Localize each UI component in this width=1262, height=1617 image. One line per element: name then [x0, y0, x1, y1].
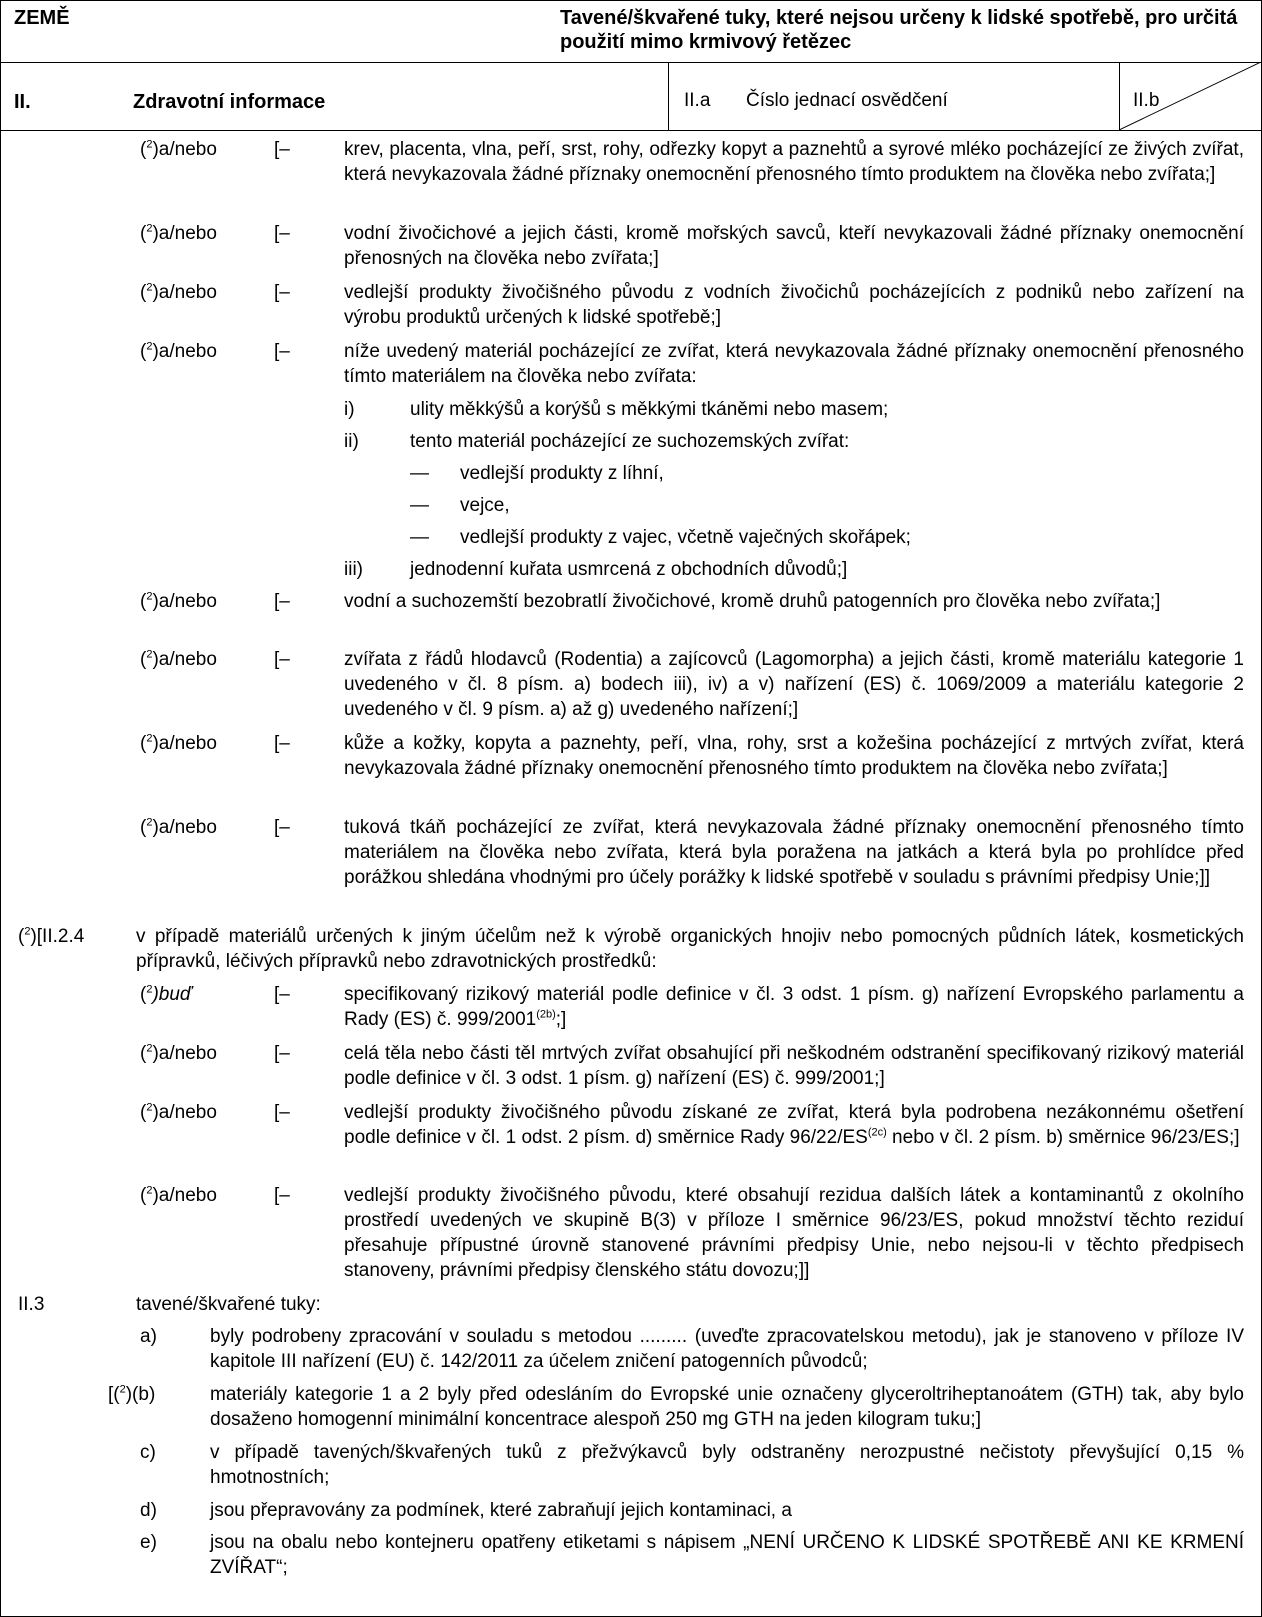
section-23-text: tavené/škvařené tuky: [136, 1294, 321, 1315]
item-a1-text: vodní živočichové a jejich části, kromě mořských savců, kteří nevykazovali žádné příznaky onemocnění přenosných na člověka nebo zvířata;] [344, 223, 1244, 269]
header-vdivider-1 [668, 62, 669, 130]
marker-c3: ($^2$)a/nebo [140, 1184, 217, 1206]
marker-c0: ($^2$)buď [140, 983, 192, 1005]
roman-i-text: ulity měkkýšů a korýšů s měkkými tkáněmi nebo masem; [410, 399, 889, 420]
letter-b-text: materiály kategorie 1 a 2 byly před odesláním do Evropské unie označeny glyceroltriheptanoátem (GTH) tak, aby bylo dosaženo homogenní minimální koncentrace alespoň 250 mg GTH na jeden kilogram tuku;] [210, 1384, 1244, 1430]
letter-a-text: byly podrobeny zpracování v souladu s metodou ......... (uveďte zpracovatelskou metodu), jak je stanoveno v příloze IV kapitole III nařízení (EU) č. 142/2011 za účelem zničení patogenních původců; [210, 1326, 1244, 1372]
roman-ii-text: tento materiál pocházející ze suchozemských zvířat: [410, 431, 850, 452]
dash-b1: [– [274, 649, 290, 670]
item-c0-text: specifikovaný rizikový materiál podle definice v čl. 3 odst. 1 písm. g) nařízení Evropského parlamentu a Rady (ES) č. $999/2001^{(2b)}$;] [344, 984, 1244, 1030]
item-b0-text: vodní a suchozemští bezobratlí živočichové, kromě druhů patogenních pro člověka nebo zvířata;] [344, 591, 1161, 612]
emdash-1: — [410, 495, 429, 516]
ref-b-label: II.b [1133, 90, 1160, 111]
letter-c-num: c) [140, 1442, 156, 1463]
section-23-label: II.3 [18, 1294, 45, 1315]
marker-b3: ($^2$)a/nebo [140, 816, 217, 838]
item-b1-text: zvířata z řádů hlodavců (Rodentia) a zajícovců (Lagomorpha) a jejich části, kromě materiálu kategorie 1 uvedeného v čl. 8 písm. a) bodech iii), iv) a v) nařízení (ES) č. 1069/2009 a materiálu kategorie 2 uvedeného v čl. 9 písm. a) až g) uvedeného nařízení;] [344, 649, 1244, 720]
section-224-text: v případě materiálů určených k jiným účelům než k výrobě organických hnojiv nebo pomocných půdních látek, kosmetických přípravků, léčivých přípravků nebo zdravotnických prostředků: [136, 926, 1244, 972]
roman-i-num: i) [344, 399, 355, 420]
dash-c0: [– [274, 984, 290, 1005]
letter-c-text: v případě tavených/škvařených tuků z přežvýkavců byly odstraněny nerozpustné nečistoty převyšující 0,15 % hmotnostních; [210, 1442, 1244, 1488]
roman-iii-text: jednodenní kuřata usmrcená z obchodních důvodů;] [410, 559, 848, 580]
letter-d-text: jsou přepravovány za podmínek, které zabraňují jejich kontaminaci, a [210, 1500, 792, 1521]
marker-a1: ($^2$)a/nebo [140, 222, 217, 244]
section-number: II. [14, 91, 31, 113]
item-a0-text: krev, placenta, vlna, peří, srst, rohy, odřezky kopyt a paznehtů a syrové mléko pocházející ze živých zvířat, která nevykazovala žádné příznaky onemocnění přenosného tímto produktem na člověka nebo zvířata;] [344, 139, 1244, 185]
letter-e-num: e) [140, 1532, 157, 1553]
item-c3-text: vedlejší produkty živočišného původu, které obsahují rezidua dalších látek a kontaminantů z okolního prostředí uvedených ve skupině B(3) v příloze I směrnice 96/23/ES, pokud množství těchto reziduí přesahuje přípustné úrovně stanovené právními předpisy Unie, nebo nejsou-li v těchto předpisech stanoveny, právními předpisy členského státu dovozu;]] [344, 1185, 1244, 1281]
item-a2-text: vedlejší produkty živočišného původu z vodních živočichů pocházejících z podniků nebo zařízení na výrobu produktů určených k lidské spotřebě;] [344, 282, 1244, 328]
roman-ii-num: ii) [344, 431, 359, 452]
dash-a2: [– [274, 282, 290, 303]
emdash-0: — [410, 463, 429, 484]
marker-c1: ($^2$)a/nebo [140, 1042, 217, 1064]
item-b3-text: tuková tkáň pocházející ze zvířat, která nevykazovala žádné příznaky onemocnění přenosného tímto materiálem na člověka nebo zvířata, která byla poražena na jatkách a která byla po prohlídce před porážkou shledána vhodnými pro účely porážky k lidské spotřebě v souladu s právními předpisy Unie;]] [344, 817, 1244, 888]
marker-b0: ($^2$)a/nebo [140, 590, 217, 612]
letter-a-num: a) [140, 1326, 157, 1347]
dash-b3: [– [274, 817, 290, 838]
document-title: Tavené/škvařené tuky, které nejsou určeny k lidské spotřebě, pro určitá použití mimo krmivový řetězec [560, 7, 1238, 53]
marker-a2: ($^2$)a/nebo [140, 281, 217, 303]
item-c1-text: celá těla nebo části těl mrtvých zvířat obsahující při neškodném odstranění specifikovaný rizikový materiál podle definice v čl. 3 odst. 1 písm. g) nařízení (ES) č. 999/2001;] [344, 1043, 1244, 1089]
section-224-label: ($^2$)[II.2.4 [18, 925, 85, 947]
dash-a3: [– [274, 341, 290, 362]
marker-b2: ($^2$)a/nebo [140, 732, 217, 754]
country-label: ZEMĚ [14, 7, 70, 29]
dash-c3: [– [274, 1185, 290, 1206]
diagonal-strike [1119, 62, 1261, 130]
roman-iii-num: iii) [344, 559, 363, 580]
dash-c2: [– [274, 1102, 290, 1123]
item-c2-text: vedlejší produkty živočišného původu získané ze zvířat, která byla podrobena nezákonnému ošetření podle definice v čl. 1 odst. 2 písm. d) směrnice Rady $96/22/ES^{(2c)}$ nebo v čl. 2 písm. b) směrnice 96/23/ES;] [344, 1102, 1244, 1148]
letter-d-num: d) [140, 1500, 157, 1521]
header-bottom-line [0, 130, 1262, 131]
item-b2-text: kůže a kožky, kopyta a paznehty, peří, vlna, rohy, srst a kožešina pocházející z mrtvých zvířat, která nevykazovala žádné příznaky onemocnění přenosného tímto produktem na člověka nebo zvířata;] [344, 733, 1244, 779]
marker-b1: ($^2$)a/nebo [140, 648, 217, 670]
sub-ii-1: vejce, [460, 495, 510, 516]
section-title: Zdravotní informace [133, 91, 326, 113]
marker-a3: ($^2$)a/nebo [140, 340, 217, 362]
ref-label: II.a [684, 90, 711, 111]
letter-b-num: [($^2$)(b) [108, 1383, 156, 1405]
dash-b2: [– [274, 733, 290, 754]
item-a3-text: níže uvedený materiál pocházející ze zvířat, která nevykazovala žádné příznaky onemocnění přenosného tímto materiálem na člověka nebo zvířata: [344, 341, 1244, 387]
sub-ii-2: vedlejší produkty z vajec, včetně vaječných skořápek; [460, 527, 911, 548]
header-divider [0, 62, 1262, 63]
dash-b0: [– [274, 591, 290, 612]
dash-a1: [– [274, 223, 290, 244]
ref-text: Číslo jednací osvědčení [746, 90, 948, 111]
marker-c2: ($^2$)a/nebo [140, 1101, 217, 1123]
emdash-2: — [410, 527, 429, 548]
sub-ii-0: vedlejší produkty z líhní, [460, 463, 664, 484]
letter-e-text: jsou na obalu nebo kontejneru opatřeny etiketami s nápisem „NENÍ URČENO K LIDSKÉ SPOTŘEBĚ ANI KE KRMENÍ ZVÍŘAT“; [210, 1532, 1244, 1578]
dash-c1: [– [274, 1043, 290, 1064]
marker-a0: ($^2$)a/nebo [140, 138, 217, 160]
dash-a0: [– [274, 139, 290, 160]
